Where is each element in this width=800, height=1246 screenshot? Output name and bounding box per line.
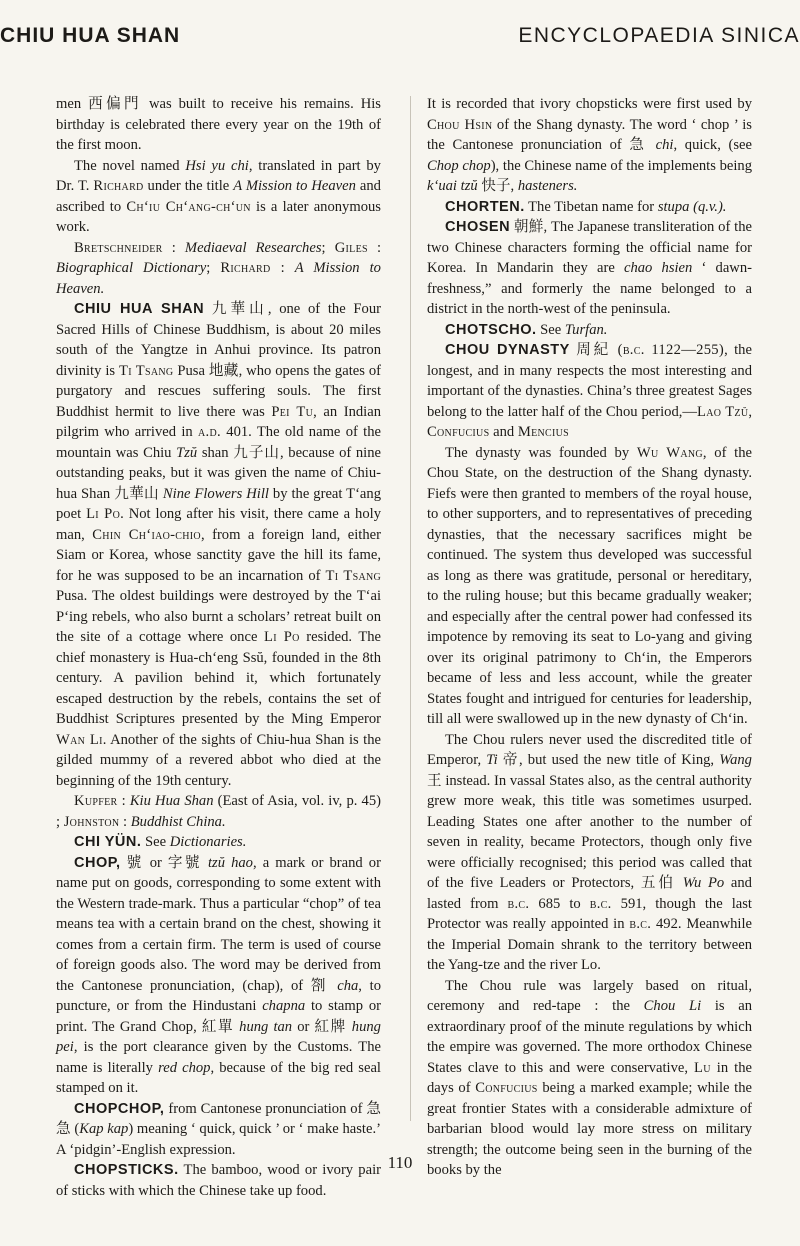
entry-chou-dynasty: CHOU DYNASTY 周紀 (b.c. 1122—255), the longest, and in many respects the most interesting and important of the dynasties. China’s three greatest Sages belong to the latter half of the Chou period,—Lao Tzŭ, Confucius and Mencius (427, 342, 753, 440)
headword: CHORTEN. (445, 198, 525, 215)
headword: CHOP, (74, 854, 121, 871)
column-divider (410, 96, 411, 1121)
chou-paragraph-founding: The dynasty was founded by Wu Wang, of the Chou State, on the destruction of the Shang dynasty. Fiefs were then granted to members of the royal house, to other supporters, and to representatives of preceding dynasties, that the necessary sacrifices might be continued. The system thus developed was successful as long as there was gratitude, personal or hereditary, to the ruling house; but this became gradually weaker; and especially after the central power had confessed its impotence by removing its seat to Lo-yang and giving over its original patrimony to Ch‘in, the Emperors became of less and less account, while the greater States fought and intrigued for centuries for leadership, till all were swallowed up in the new dynasty of Ch‘in. (427, 444, 752, 727)
running-head-publication: ENCYCLOPAEDIA SINICA (518, 24, 800, 47)
headword: CHOU DYNASTY (445, 342, 570, 358)
entry-chorten: CHORTEN. The Tibetan name for stupa (q.v.). (445, 198, 727, 215)
right-column (427, 94, 752, 1181)
headword: CHOPSTICKS. (74, 1162, 179, 1178)
headword: CHI YÜN. (74, 834, 142, 850)
entry-chi-yun: CHI YÜN. See Dictionaries. (74, 834, 247, 850)
page-number: 110 (387, 1153, 413, 1172)
entry-chosen: CHOSEN 朝鮮, The Japanese transliteration of the two Chinese characters forming the official name for Korea. In Mandarin they are chao hsien ‘ dawn-freshness,” and formerly the name belonged to a district in the north-west of the peninsula. (427, 219, 752, 317)
chou-paragraph-ritual: The Chou rule was largely based on ritual, ceremony and red-tape : the Chou Li is an extraordinary proof of the minute regulations by which the empire was governed. The more orthodox Chinese States clave to this and were conservative, Lu in the days of Confucius being a marked example; while the great frontier States with a considerable admixture of barbarian blood would lay more stress on military strength; the outcome being seen in the burning of the books by the (427, 977, 753, 1178)
references-paragraph: Kupfer : Kiu Hua Shan (East of Asia, vol. iv, p. 45) ; Johnston : Buddhist China. (56, 793, 381, 830)
chopsticks-continuation: It is recorded that ivory chopsticks were first used by Chou Hsin of the Shang dynasty. The word ‘ chop ’ is the Cantonese pronunciation of 急 chi, quick, (see Chop chop), the Chinese name of the implements being k‘uai tzŭ 快子, hasteners. (427, 96, 752, 194)
entry-chop: CHOP, 號 or 字號 tzŭ hao, a mark or brand or name put on goods, corresponding to some extent with the Western trade-mark. Thus a particular “chop” of tea means tea with a certain brand on the chest, showing it comes from a certain firm. The term is used of course of foreign goods also. The word may be derived from the Cantonese pronunciation, (chap), of 劄 cha, to puncture, or from the Hindustani chapna to stamp or print. The Grand Chop, 紅單 hung tan or 紅牌 hung pei, is the port clearance given by the Customs. The name is literally red chop, because of the big red seal stamped on it. (56, 854, 381, 1096)
headword: CHOTSCHO. (445, 321, 537, 338)
running-head-title: CHIU HUA SHAN (0, 24, 181, 47)
headword: CHOSEN (445, 219, 511, 235)
left-column (56, 94, 381, 1201)
novel-paragraph: The novel named Hsi yu chi, translated in part by Dr. T. Richard under the title A Mission to Heaven and ascribed to Ch‘iu Ch‘ang-ch‘un is a later anonymous work. (56, 157, 381, 235)
page-header (0, 0, 800, 70)
entry-chiu-hua-shan: CHIU HUA SHAN 九華山, one of the Four Sacred Hills of Chinese Buddhism, is about 20 miles south of the Yangtze in Anhui province. Its patron divinity is Ti Tsang Pusa 地藏, who opens the gates of purgatory and rescues suffering souls. The first Buddhist hermit to live there was Pei Tu, an Indian pilgrim who arrived in a.d. 401. The old name of the mountain was Chiu Tzŭ shan 九子山, because of nine outstanding peaks, but it was given the name of Chiu-hua Shan 九華山 Nine Flowers Hill by the great T‘ang poet Li Po. Not long after his visit, there came a holy man, Chin Ch‘iao-chio, from a foreign land, either Siam or Korea, whose sanctity gave the hill its fame, for he was supposed to be an incarnation of Ti Tsang Pusa. The oldest buildings were destroyed by the T‘ai P‘ing rebels, who also burnt a scholars’ retreat built on the site of a cottage where once Li Po resided. The chief monastery is Hua-ch‘eng Ssŭ, founded in the 8th century. A pavilion behind it, which fortunately escaped destruction by the rebels, contains the set of Buddhist Scriptures presented by the Ming Emperor Wan Li. Another of the sights of Chiu-hua Shan is the gilded mummy of a revered abbot who died at the beginning of the 19th century. (56, 301, 382, 789)
continuation-paragraph: men 西偏門 was built to receive his remains. His birthday is celebrated there every year on the 19th of the first moon. (56, 96, 381, 153)
chinese-text: 西偏門 (88, 96, 142, 112)
references-paragraph: Bretschneider : Mediaeval Researches; Giles : Biographical Dictionary; Richard : A Mission to Heaven. (56, 239, 382, 297)
entry-chopsticks: CHOPSTICKS. The bamboo, wood or ivory pair of sticks with which the Chinese take up food. (56, 1162, 381, 1199)
chou-paragraph-titles: The Chou rulers never used the discredited title of Emperor, Ti 帝, but used the new title of King, Wang 王 instead. In vassal States also, as the central authority grew more weak, this title was sometimes usurped. Leading States one after another to the number of seven in reality, became Protectors, though only five were officially recognised; this period was called that of the five Leaders or Protectors, 五伯 Wu Po and lasted from b.c. 685 to b.c. 591, though the last Protector was really appointed in b.c. 492. Meanwhile the Imperial Domain shrank to the territory between the Yang-tze and the river Lo. (427, 731, 752, 973)
entry-chotscho: CHOTSCHO. See Turfan. (445, 321, 608, 338)
entry-chopchop: CHOPCHOP, from Cantonese pronunciation of 急急 (Kap kap) meaning ‘ quick, quick ’ or ‘ make haste.’ A ‘pidgin’-English expression. (56, 1100, 381, 1158)
headword: CHOPCHOP, (74, 1100, 165, 1117)
headword: CHIU HUA SHAN (74, 301, 205, 317)
